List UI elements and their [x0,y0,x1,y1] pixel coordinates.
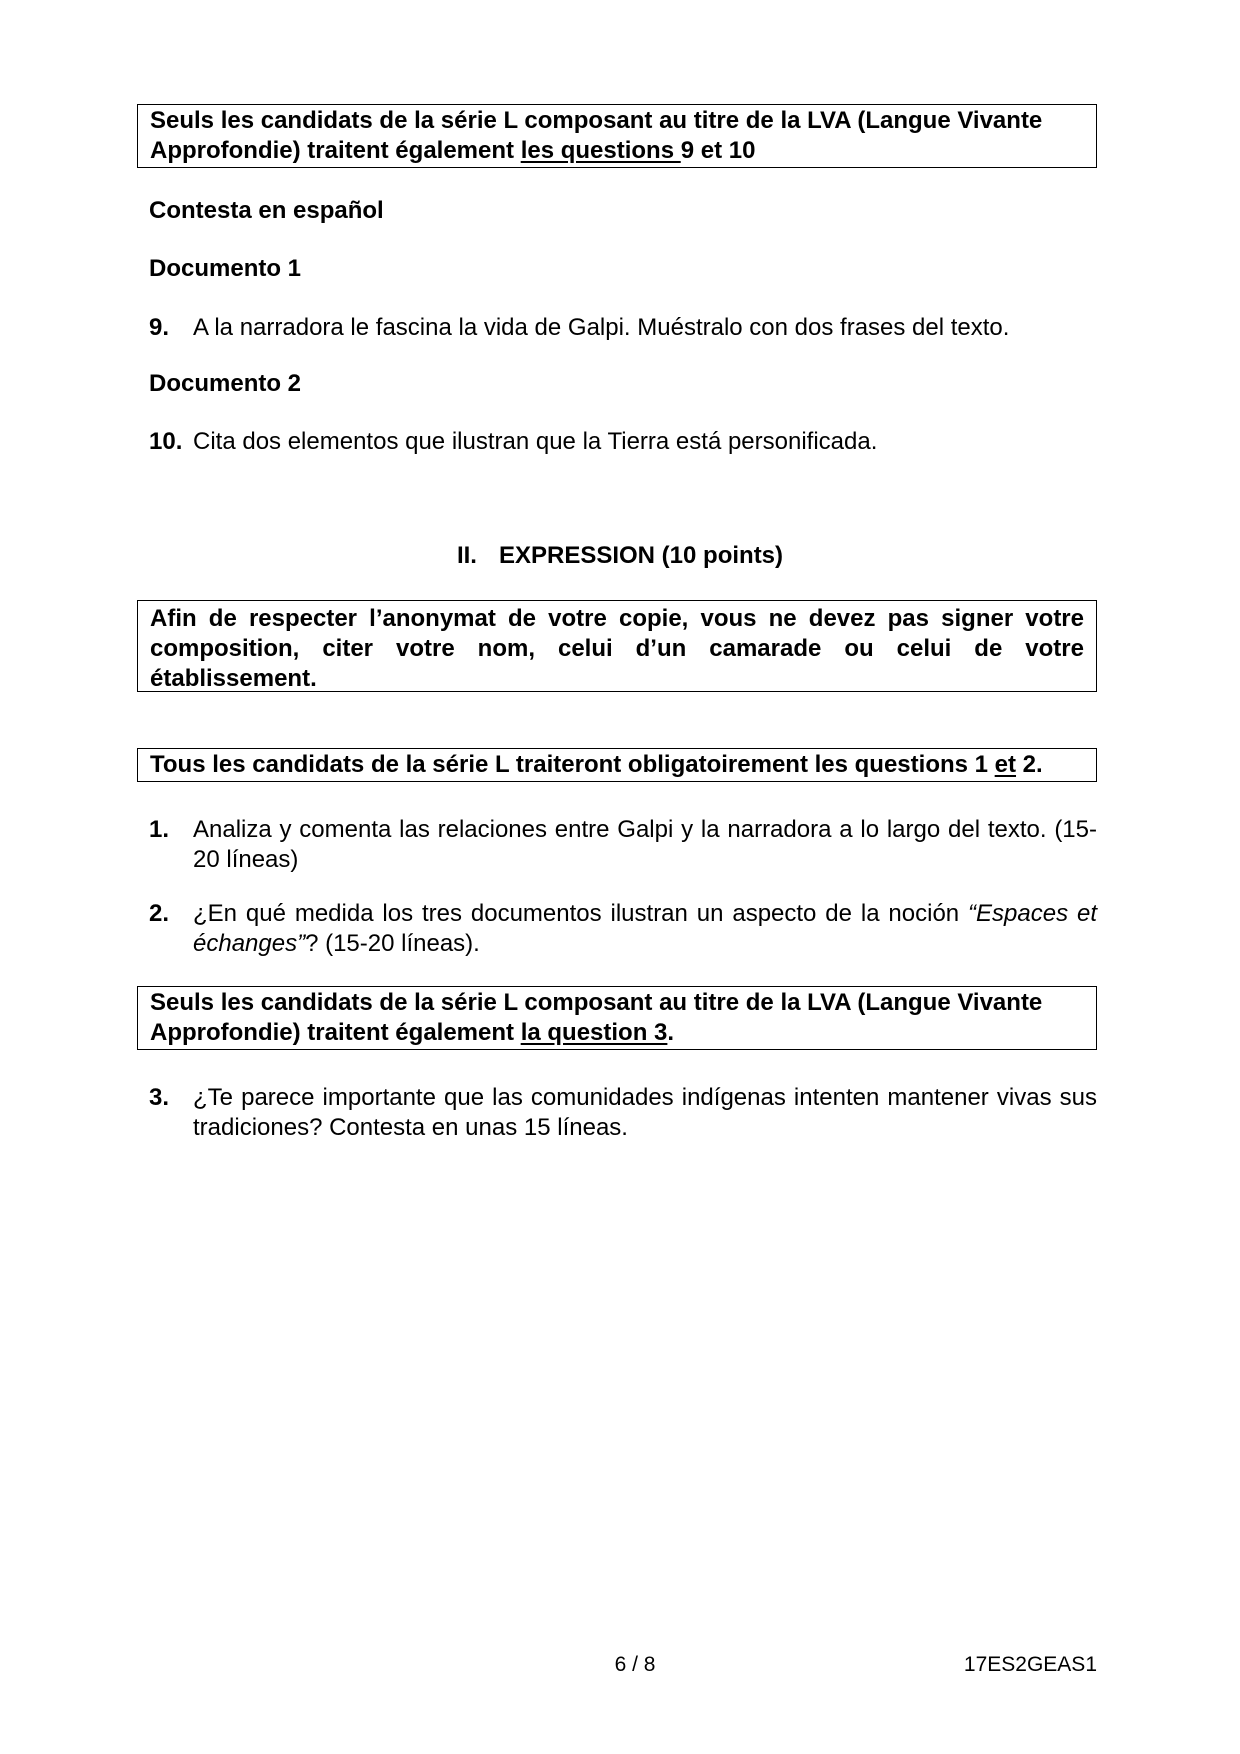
lva-notice-box-1 [137,104,1097,168]
question-text: A la narradora le fascina la vida de Galpi. Muéstralo con dos frases del texto. [193,314,1010,341]
question-number: 1. [149,816,170,843]
anonymity-notice-box [137,600,1097,692]
section-number: II. [456,542,477,569]
document-2-heading: Documento 2 [149,370,302,397]
lva-notice-underlined: les questions [520,137,681,164]
question-text-part: ? (15-20 líneas). [305,930,480,957]
lva-notice-underlined: la question 3 [520,1019,668,1046]
question-number: 10. [149,428,183,455]
instruction-heading: Contesta en español [149,197,384,224]
question-text-part: ¿En qué medida los tres documentos ilustran un aspecto de la noción [193,900,969,927]
question-number: 2. [149,900,170,927]
question-10 [149,427,1097,457]
document-1-heading: Documento 1 [149,255,302,282]
lva-notice-questions: 9 et 10 [680,137,756,164]
lva-notice-line-1: Seuls les candidats de la série L composant au titre de la LVA (Langue Vivante [150,989,1043,1016]
page-number: 6 / 8 [614,1653,656,1676]
question-2 [149,899,1097,959]
lva-notice-line-1: Seuls les candidats de la série L composant au titre de la LVA (Langue Vivante [150,107,1043,134]
question-number: 9. [149,314,170,341]
section-title [0,541,1240,571]
question-1 [149,815,1097,875]
question-text: Analiza y comenta las relaciones entre Galpi y la narradora a lo largo del texto. (15-20 líneas) [193,816,1097,873]
lva-notice-box-2 [137,986,1097,1050]
document-code: 17ES2GEAS1 [963,1653,1097,1676]
question-9 [149,313,1097,343]
all-candidates-text: Tous les candidats de la série L traiteront obligatoirement les questions 1 [150,751,995,778]
question-text: ¿Te parece importante que las comunidades indígenas intenten mantener vivas sus tradiciones? Contesta en unas 15 líneas. [193,1084,1097,1141]
all-candidates-questions: 2. [1016,751,1043,778]
all-candidates-notice-box [137,748,1097,782]
lva-notice-text: Approfondie) traitent également [150,1019,521,1046]
question-3 [149,1083,1097,1143]
lva-notice-period: . [667,1019,675,1046]
question-text [193,899,1097,959]
anonymity-notice-text: Afin de respecter l’anonymat de votre copie, vous ne devez pas signer votre composition, citer votre nom, celui d’un camarade ou celui de votre établissement. [150,605,1084,692]
all-candidates-underlined: et [994,751,1017,778]
lva-notice-line-2 [150,1018,1084,1048]
section-name: EXPRESSION (10 points) [498,542,784,569]
question-number: 3. [149,1084,170,1111]
lva-notice-line-2 [150,136,1084,166]
question-text: Cita dos elementos que ilustran que la Tierra está personificada. [193,428,878,455]
question-text-italic: “Espaces et échanges” [193,900,1097,957]
all-candidates-notice-text [150,750,1084,780]
lva-notice-text: Approfondie) traitent également [150,137,521,164]
